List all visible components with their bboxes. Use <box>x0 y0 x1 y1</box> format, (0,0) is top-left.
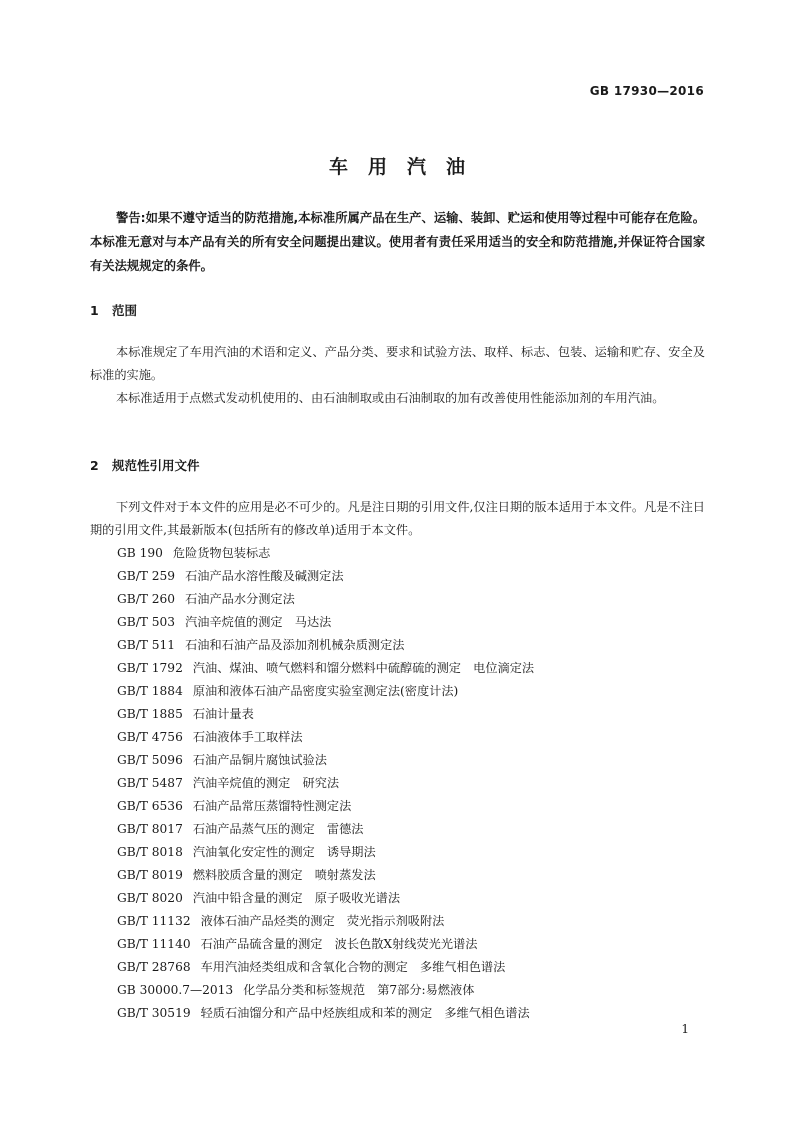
reference-code: GB/T 1885 <box>117 707 183 721</box>
reference-title: 汽油、煤油、喷气燃料和馏分燃料中硫醇硫的测定 电位滴定法 <box>192 661 535 675</box>
reference-code: GB/T 1884 <box>117 684 183 698</box>
reference-title: 石油液体手工取样法 <box>192 730 303 744</box>
reference-code: GB/T 28768 <box>117 960 191 974</box>
reference-title: 石油产品常压蒸馏特性测定法 <box>192 799 352 813</box>
section-1-title: 范围 <box>112 303 138 318</box>
document-title: 车用汽油 <box>328 156 485 178</box>
reference-item <box>117 1002 717 1025</box>
reference-code: GB/T 11140 <box>117 937 191 951</box>
section-2-number: 2 <box>90 458 99 473</box>
reference-item <box>117 910 717 933</box>
section-2-title: 规范性引用文件 <box>112 458 200 473</box>
reference-title: 石油产品硫含量的测定 波长色散X射线荧光光谱法 <box>200 937 478 951</box>
reference-title: 石油产品水分测定法 <box>185 592 295 606</box>
reference-item <box>117 818 717 841</box>
reference-item <box>117 542 717 565</box>
reference-item <box>117 864 717 887</box>
reference-code: GB 30000.7—2013 <box>117 983 234 997</box>
section-1-heading <box>90 301 137 319</box>
reference-code: GB/T 8019 <box>117 868 183 882</box>
reference-code: GB/T 5487 <box>117 776 183 790</box>
reference-code: GB/T 11132 <box>117 914 191 928</box>
reference-title: 汽油中铅含量的测定 原子吸收光谱法 <box>192 891 401 905</box>
reference-item <box>117 588 717 611</box>
reference-code: GB/T 30519 <box>117 1006 191 1020</box>
reference-item <box>117 887 717 910</box>
reference-code: GB/T 4756 <box>117 730 183 744</box>
section-1-paragraph-2: 本标准适用于点燃式发动机使用的、由石油制取或由石油制取的加有改善使用性能添加剂的车用汽油。 <box>116 391 665 405</box>
section-2-intro: 下列文件对于本文件的应用是必不可少的。凡是注日期的引用文件,仅注日期的版本适用于本文件。凡是不注日期的引用文件,其最新版本(包括所有的修改单)适用于本文件。 <box>90 500 705 537</box>
reference-title: 轻质石油馏分和产品中烃族组成和苯的测定 多维气相色谱法 <box>200 1006 530 1020</box>
reference-code: GB/T 5096 <box>117 753 183 767</box>
reference-title: 汽油氧化安定性的测定 诱导期法 <box>192 845 376 859</box>
section-1-number: 1 <box>90 303 99 318</box>
reference-code: GB/T 8020 <box>117 891 183 905</box>
reference-title: 车用汽油烃类组成和含氧化合物的测定 多维气相色谱法 <box>200 960 506 974</box>
reference-item <box>117 772 717 795</box>
reference-code: GB/T 503 <box>117 615 176 629</box>
page-number: 1 <box>681 1022 689 1036</box>
reference-title: 石油产品铜片腐蚀试验法 <box>192 753 327 767</box>
reference-code: GB/T 8018 <box>117 845 183 859</box>
reference-item <box>117 634 717 657</box>
reference-code: GB/T 260 <box>117 592 176 606</box>
document-id: GB 17930—2016 <box>589 84 704 98</box>
reference-code: GB/T 6536 <box>117 799 183 813</box>
reference-title: 化学品分类和标签规范 第7部分:易燃液体 <box>243 983 475 997</box>
reference-title: 危险货物包装标志 <box>172 546 271 560</box>
section-2-heading <box>90 456 200 474</box>
reference-title: 燃料胶质含量的测定 喷射蒸发法 <box>192 868 376 882</box>
reference-item <box>117 956 717 979</box>
reference-item <box>117 841 717 864</box>
reference-code: GB/T 259 <box>117 569 176 583</box>
reference-title: 原油和液体石油产品密度实验室测定法(密度计法) <box>192 684 459 698</box>
reference-item <box>117 565 717 588</box>
reference-list <box>117 542 717 1025</box>
section-1-paragraph-1: 本标准规定了车用汽油的术语和定义、产品分类、要求和试验方法、取样、标志、包装、运输和贮存、安全及标准的实施。 <box>90 345 705 382</box>
warning-paragraph: 警告:如果不遵守适当的防范措施,本标准所属产品在生产、运输、装卸、贮运和使用等过程中可能存在危险。本标准无意对与本产品有关的所有安全问题提出建议。使用者有责任采用适当的安全和防范措施,并保证符合国家有关法规规定的条件。 <box>90 211 705 273</box>
reference-item <box>117 703 717 726</box>
reference-item <box>117 680 717 703</box>
reference-item <box>117 933 717 956</box>
reference-item <box>117 749 717 772</box>
reference-code: GB/T 8017 <box>117 822 183 836</box>
reference-item <box>117 979 717 1002</box>
reference-title: 石油产品水溶性酸及碱测定法 <box>185 569 344 583</box>
reference-title: 石油和石油产品及添加剂机械杂质测定法 <box>185 638 405 652</box>
reference-item <box>117 611 717 634</box>
reference-title: 石油计量表 <box>192 707 254 721</box>
reference-item <box>117 657 717 680</box>
reference-title: 石油产品蒸气压的测定 雷德法 <box>192 822 364 836</box>
reference-title: 液体石油产品烃类的测定 荧光指示剂吸附法 <box>200 914 445 928</box>
reference-code: GB 190 <box>117 546 163 560</box>
reference-title: 汽油辛烷值的测定 马达法 <box>185 615 332 629</box>
reference-item <box>117 795 717 818</box>
reference-code: GB/T 1792 <box>117 661 183 675</box>
reference-item <box>117 726 717 749</box>
reference-code: GB/T 511 <box>117 638 176 652</box>
reference-title: 汽油辛烷值的测定 研究法 <box>192 776 340 790</box>
